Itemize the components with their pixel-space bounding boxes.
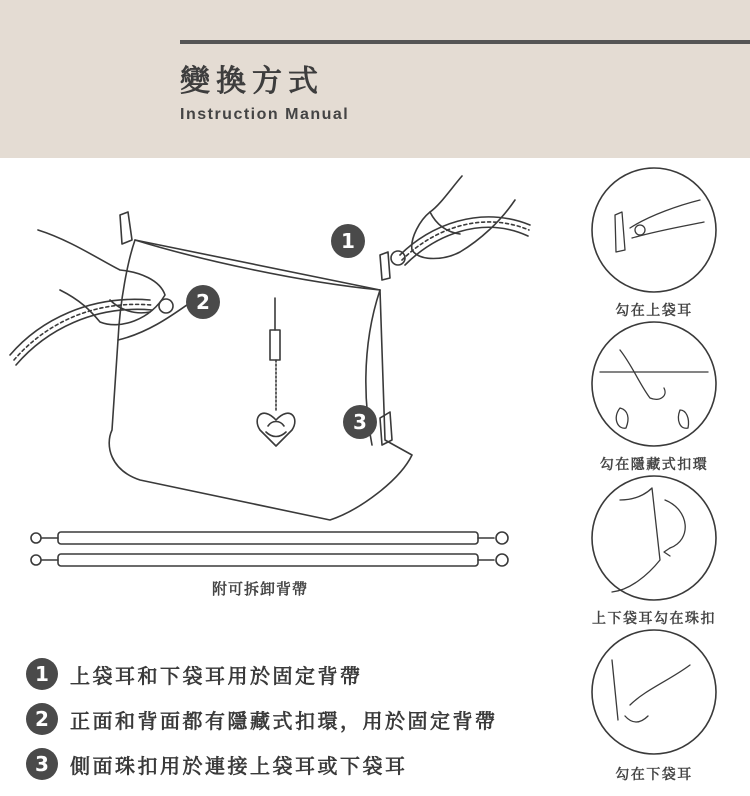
- detachable-straps: [31, 532, 508, 566]
- left-hand: [38, 230, 165, 325]
- thumb-caption-4: 勾在下袋耳: [615, 767, 693, 783]
- marker-1: 1: [331, 224, 365, 258]
- step-text: 上袋耳和下袋耳用於固定背帶: [70, 663, 363, 688]
- step-number: 3: [26, 748, 58, 780]
- marker-3: 3: [343, 405, 377, 439]
- thumb-caption-3: 上下袋耳勾在珠扣: [592, 611, 716, 627]
- step-number: 2: [26, 703, 58, 735]
- bag-illustration: [0, 160, 750, 796]
- step-2: [26, 703, 498, 735]
- marker-2: 2: [186, 285, 220, 319]
- left-strap: [10, 299, 173, 365]
- heart-charm: [257, 360, 295, 446]
- step-text: 側面珠扣用於連接上袋耳或下袋耳: [70, 753, 408, 778]
- step-1: [26, 658, 363, 690]
- step-number: 1: [26, 658, 58, 690]
- top-ear: [120, 212, 132, 244]
- page-subtitle: Instruction Manual: [180, 106, 350, 123]
- thumb-caption-1: 勾在上袋耳: [615, 303, 693, 319]
- step-3: [26, 748, 408, 780]
- step-text: 正面和背面都有隱藏式扣環，用於固定背帶: [70, 708, 498, 733]
- thumb-caption-2: 勾在隱藏式扣環: [599, 457, 709, 473]
- header-rule: [180, 40, 750, 44]
- page-title: 變換方式: [180, 64, 324, 99]
- strap-caption: 附可拆卸背帶: [212, 580, 309, 598]
- header-banner: [0, 0, 750, 158]
